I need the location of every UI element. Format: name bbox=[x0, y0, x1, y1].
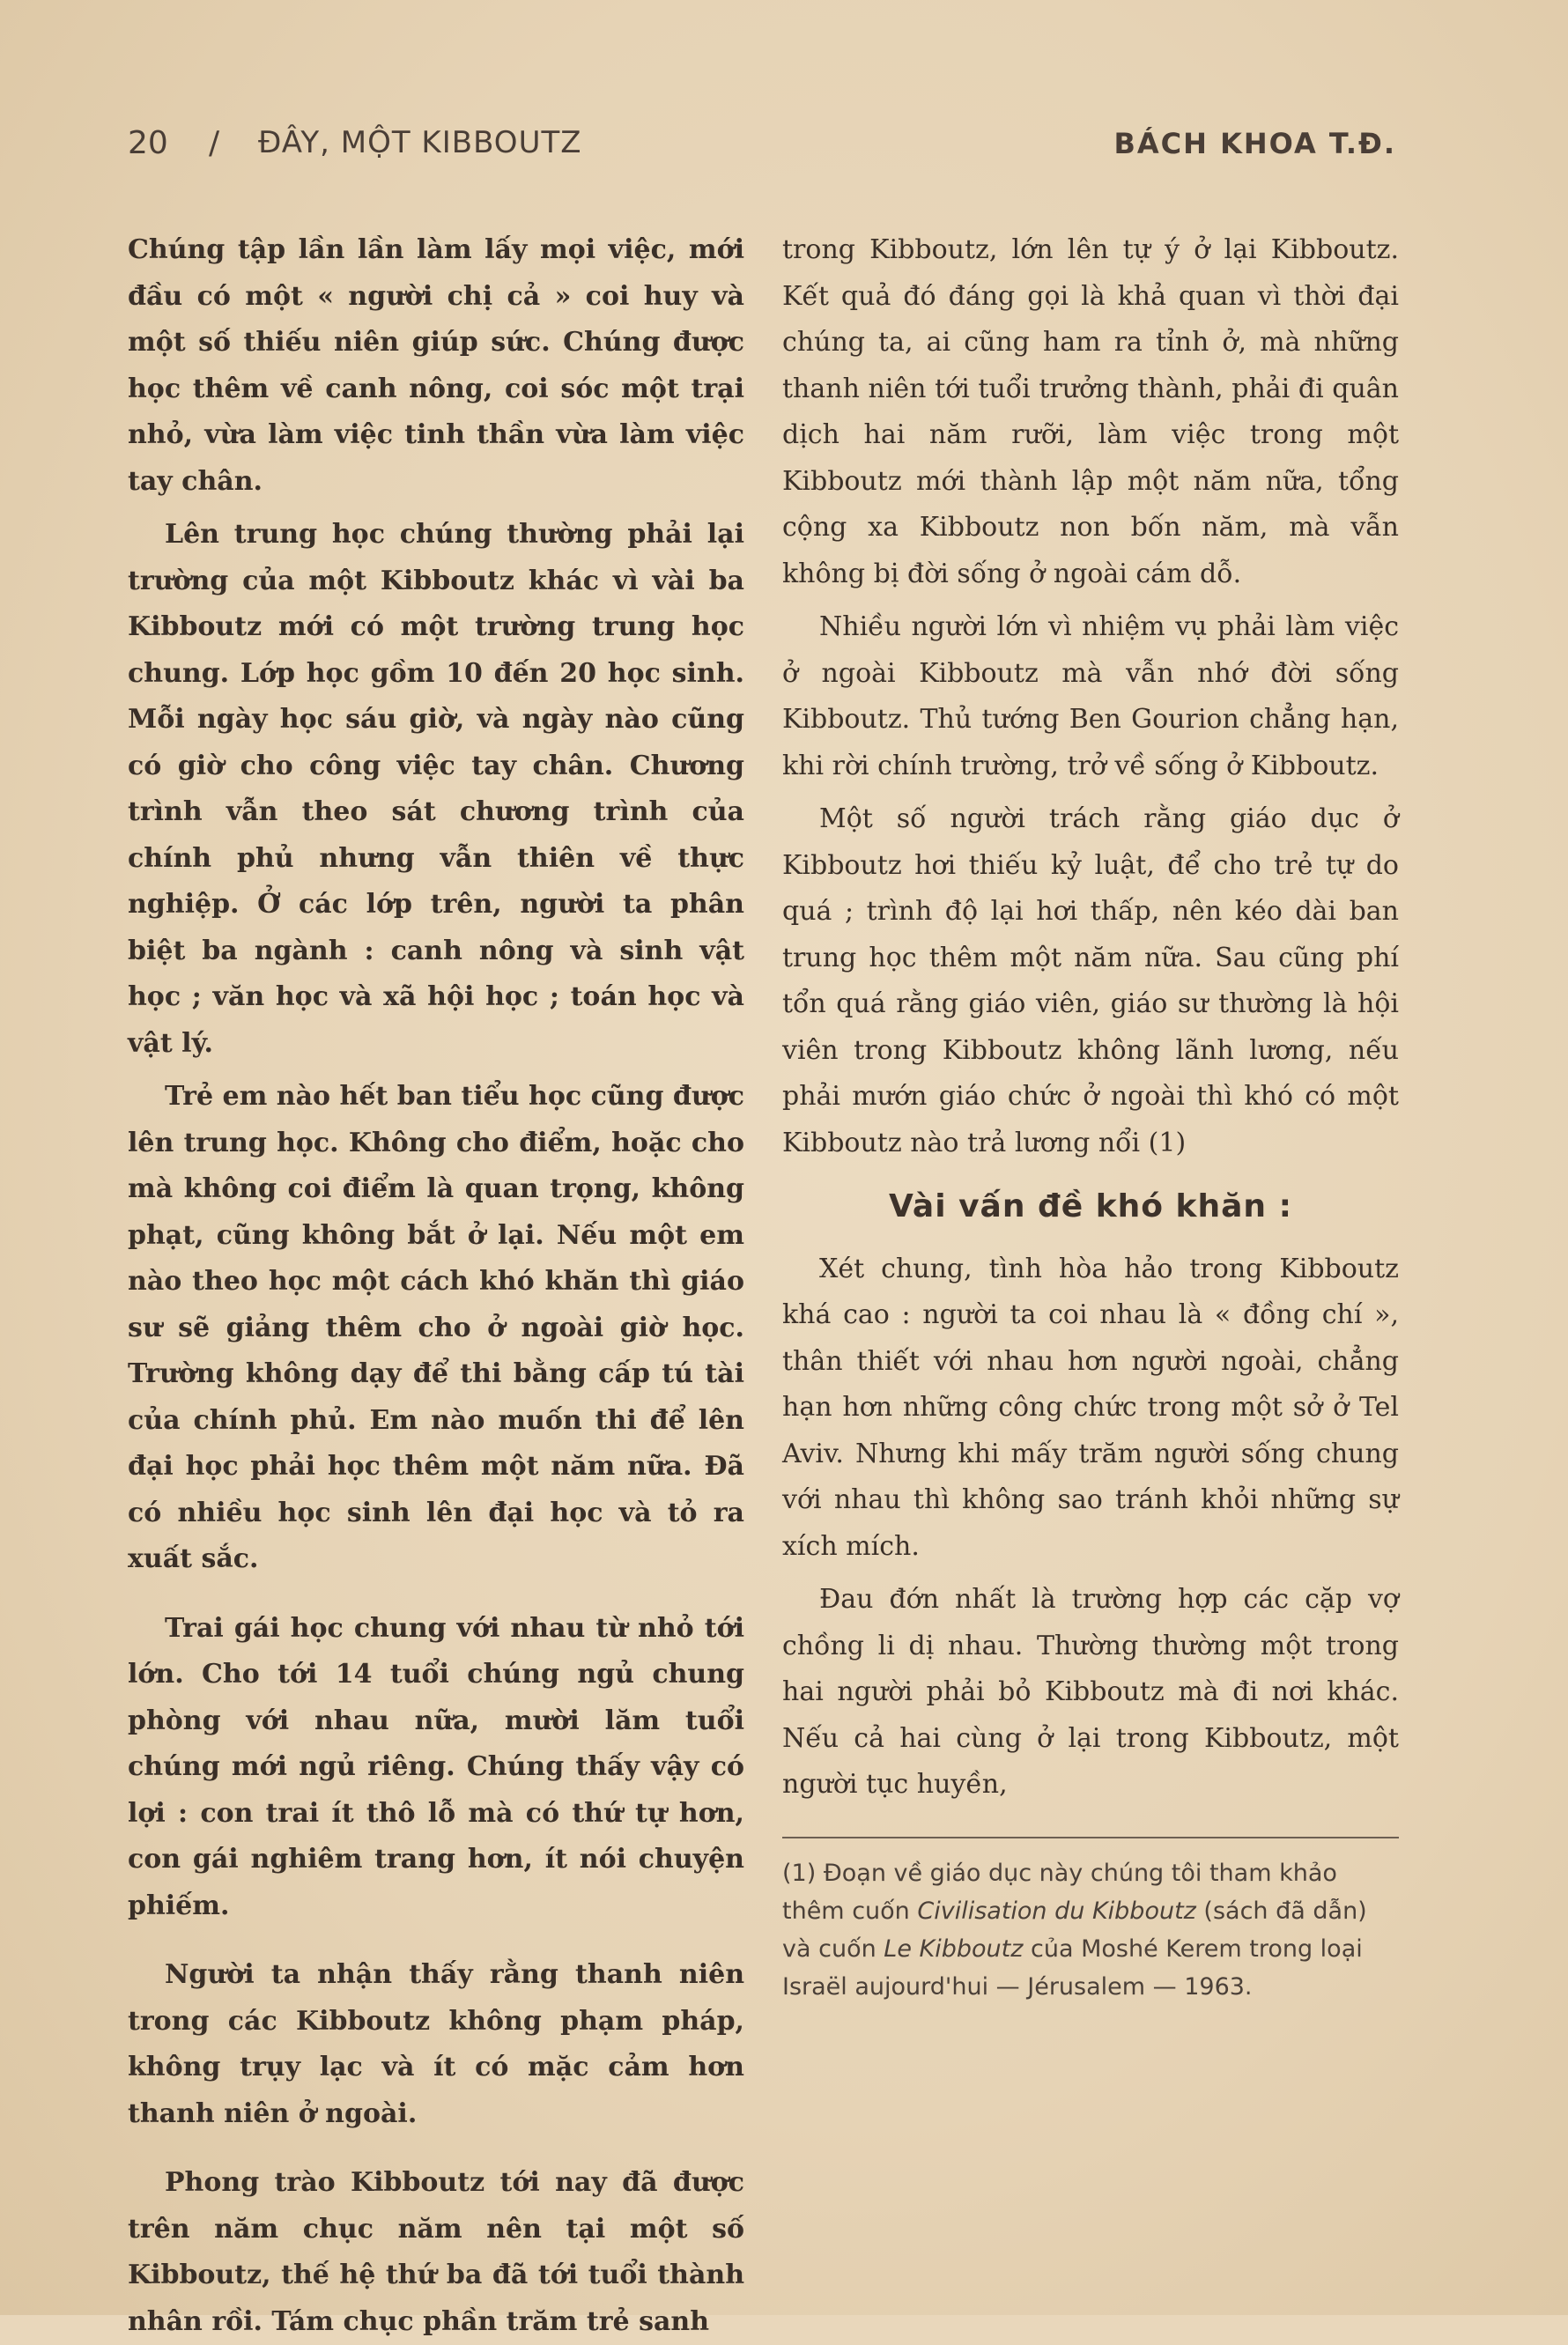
footnote-text: của Moshé Kerem trong loại Israël aujourd'hui — Jérusalem — 1963. bbox=[782, 1934, 1363, 2001]
page-header bbox=[128, 125, 1396, 169]
footnote-book-title: Civilisation du Kibboutz bbox=[917, 1897, 1196, 1925]
paragraph: Một số người trách rằng giáo dục ở Kibboutz hơi thiếu kỷ luật, để cho trẻ tự do quá ; trình độ lại hơi thấp, nên kéo dài ban trung học thêm một năm nữa. Sau cũng phí tổn quá rằng giáo viên, giáo sư thường là hội viên trong Kibboutz không lãnh lương, nếu phải mướn giáo chức ở ngoài thì khó có một Kibboutz nào trả lương nổi (1) bbox=[782, 803, 1399, 1158]
paragraph: trong Kibboutz, lớn lên tự ý ở lại Kibboutz. Kết quả đó đáng gọi là khả quan vì thời đại chúng ta, ai cũng ham ra tỉnh ở, mà những thanh niên tới tuổi trưởng thành, phải đi quân dịch hai năm rưỡi, làm việc trong một Kibboutz mới thành lập một năm nữa, tổng cộng xa Kibboutz non bốn năm, mà vẫn không bị đời sống ở ngoài cám dỗ. bbox=[782, 234, 1399, 589]
paragraph: Đau đớn nhất là trường hợp các cặp vợ chồng li dị nhau. Thường thường một trong hai người phải bỏ Kibboutz mà đi nơi khác. Nếu cả hai cùng ở lại trong Kibboutz, một người tục huyền, bbox=[782, 1584, 1399, 1800]
journal-name: BÁCH KHOA T.Đ. bbox=[1113, 127, 1396, 160]
footnote-marker: (1) bbox=[782, 1859, 817, 1887]
running-title: ĐÂY, MỘT KIBBOUTZ bbox=[258, 125, 582, 160]
footnote-divider bbox=[782, 1837, 1399, 1838]
paragraph: Trai gái học chung với nhau từ nhỏ tới lớn. Cho tới 14 tuổi chúng ngủ chung phòng với nhau nữa, mười lăm tuổi chúng mới ngủ riêng. Chúng thấy vậy có lợi : con trai ít thô lỗ mà có thứ tự hơn, con gái nghiêm trang hơn, ít nói chuyện phiếm. bbox=[128, 1612, 744, 1921]
section-heading: Vài vấn đề khó khăn : bbox=[889, 1188, 1292, 1224]
footnote-text: Đoạn về giáo dục này chúng tôi tham khảo thêm cuốn bbox=[782, 1859, 1337, 1925]
paragraph: Xét chung, tình hòa hảo trong Kibboutz khá cao : người ta coi nhau là « đồng chí », thân thiết với nhau hơn người ngoài, chẳng hạn hơn những công chức trong một sở ở Tel Aviv. Nhưng khi mấy trăm người sống chung với nhau thì không sao tránh khỏi những sự xích mích. bbox=[782, 1253, 1399, 1562]
left-column bbox=[128, 227, 744, 2345]
paragraph: Nhiều người lớn vì nhiệm vụ phải làm việc ở ngoài Kibboutz mà vẫn nhớ đời sống Kibboutz. Thủ tướng Ben Gourion chẳng hạn, khi rời chính trường, trở về sống ở Kibboutz. bbox=[782, 611, 1399, 781]
header-separator: / bbox=[209, 125, 220, 161]
footnote-text: (sách đã dẫn) và cuốn bbox=[782, 1897, 1367, 1963]
right-column bbox=[782, 227, 1399, 2006]
paragraph: Chúng tập lần lần làm lấy mọi việc, mới đầu có một « người chị cả » coi huy và một số thiếu niên giúp sức. Chúng được học thêm về canh nông, coi sóc một trại nhỏ, vừa làm việc tinh thần vừa làm việc tay chân. bbox=[128, 234, 744, 497]
paragraph: Phong trào Kibboutz tới nay đã được trên năm chục năm nên tại một số Kibboutz, thế hệ thứ ba đã tới tuổi thành nhân rồi. Tám chục phần trăm trẻ sanh bbox=[128, 2167, 744, 2337]
page-number: 20 bbox=[128, 125, 168, 161]
footnote-book-title: Le Kibboutz bbox=[884, 1934, 1024, 1963]
paragraph: Lên trung học chúng thường phải lại trường của một Kibboutz khác vì vài ba Kibboutz mới có một trường trung học chung. Lớp học gồm 10 đến 20 học sinh. Mỗi ngày học sáu giờ, và ngày nào cũng có giờ cho công việc tay chân. Chương trình vẫn theo sát chương trình của chính phủ nhưng vẫn thiên về thực nghiệp. Ở các lớp trên, người ta phân biệt ba ngành : canh nông và sinh vật học ; văn học và xã hội học ; toán học và vật lý. bbox=[128, 519, 744, 1059]
paragraph: Người ta nhận thấy rằng thanh niên trong các Kibboutz không phạm pháp, không trụy lạc và ít có mặc cảm hơn thanh niên ở ngoài. bbox=[128, 1959, 744, 2129]
paragraph: Trẻ em nào hết ban tiểu học cũng được lên trung học. Không cho điểm, hoặc cho mà không coi điểm là quan trọng, không phạt, cũng không bắt ở lại. Nếu một em nào theo học một cách khó khăn thì giáo sư sẽ giảng thêm cho ở ngoài giờ học. Trường không dạy để thi bằng cấp tú tài của chính phủ. Em nào muốn thi để lên đại học phải học thêm một năm nữa. Đã có nhiều học sinh lên đại học và tỏ ra xuất sắc. bbox=[128, 1081, 744, 1574]
footnote bbox=[782, 1854, 1399, 2006]
